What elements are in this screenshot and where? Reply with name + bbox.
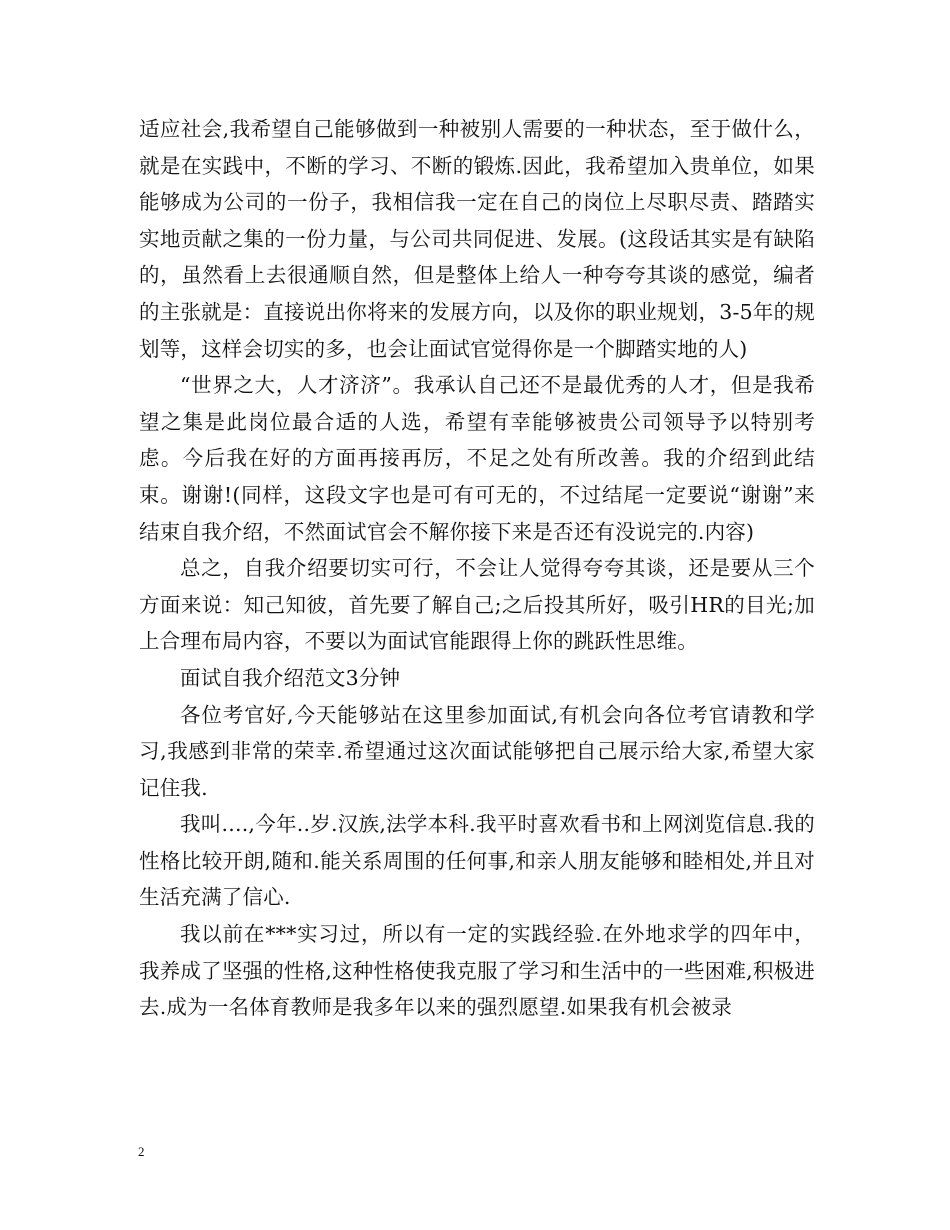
paragraph-1: 适应社会,我希望自己能够做到一种被别人需要的一种状态，至于做什么，就是在实践中，不断的学习、不断的锻炼.因此，我希望加入贵单位，如果能够成为公司的一份子，我相信我一定在自己的岗位上尽职尽责、踏踏实实地贡献之集的一份力量，与公司共同促进、发展。(这段话其实是有缺陷的，虽然看上去很通顺自然，但是整体上给人一种夸夸其谈的感觉，编者的主张就是：直接说出你将来的发展方向，以及你的职业规划，3-5年的规划等，这样会切实的多，也会让面试官觉得你是一个脚踏实地的人): [139, 117, 815, 361]
section-heading: 面试自我介绍范文3分钟: [180, 665, 401, 690]
paragraph-6: 我以前在***实习过，所以有一定的实践经验.在外地求学的四年中，我养成了坚强的性格,这种性格使我克服了学习和生活中的一些困难,积极进去.成为一名体育教师是我多年以来的强烈愿望.如果我有机会被录: [139, 922, 815, 1020]
paragraph-2: “世界之大，人才济济”。我承认自己还不是最优秀的人才，但是我希望之集是此岗位最合适的人选，希望有幸能够被贵公司领导予以特别考虑。今后我在好的方面再接再厉，不足之处有所改善。我的介绍到此结束。谢谢!(同样，这段文字也是可有可无的，不过结尾一定要说“谢谢”来结束自我介绍，不然面试官会不解你接下来是否还有没说完的.内容): [139, 373, 815, 544]
paragraph-5: 我叫....,今年..岁.汉族,法学本科.我平时喜欢看书和上网浏览信息.我的性格比较开朗,随和.能关系周围的任何事,和亲人朋友能够和睦相处,并且对生活充满了信心.: [139, 812, 815, 910]
paragraph-4: 各位考官好,今天能够站在这里参加面试,有机会向各位考官请教和学习,我感到非常的荣幸.希望通过这次面试能够把自己展示给大家,希望大家记住我.: [139, 702, 815, 800]
page-number: 2: [138, 1144, 145, 1159]
paragraph-3: 总之，自我介绍要切实可行，不会让人觉得夸夸其谈，还是要从三个方面来说：知己知彼，首先要了解自己;之后投其所好，吸引HR的目光;加上合理布局内容，不要以为面试官能跟得上你的跳跃性思维。: [139, 556, 815, 654]
body-text: [139, 111, 815, 1026]
